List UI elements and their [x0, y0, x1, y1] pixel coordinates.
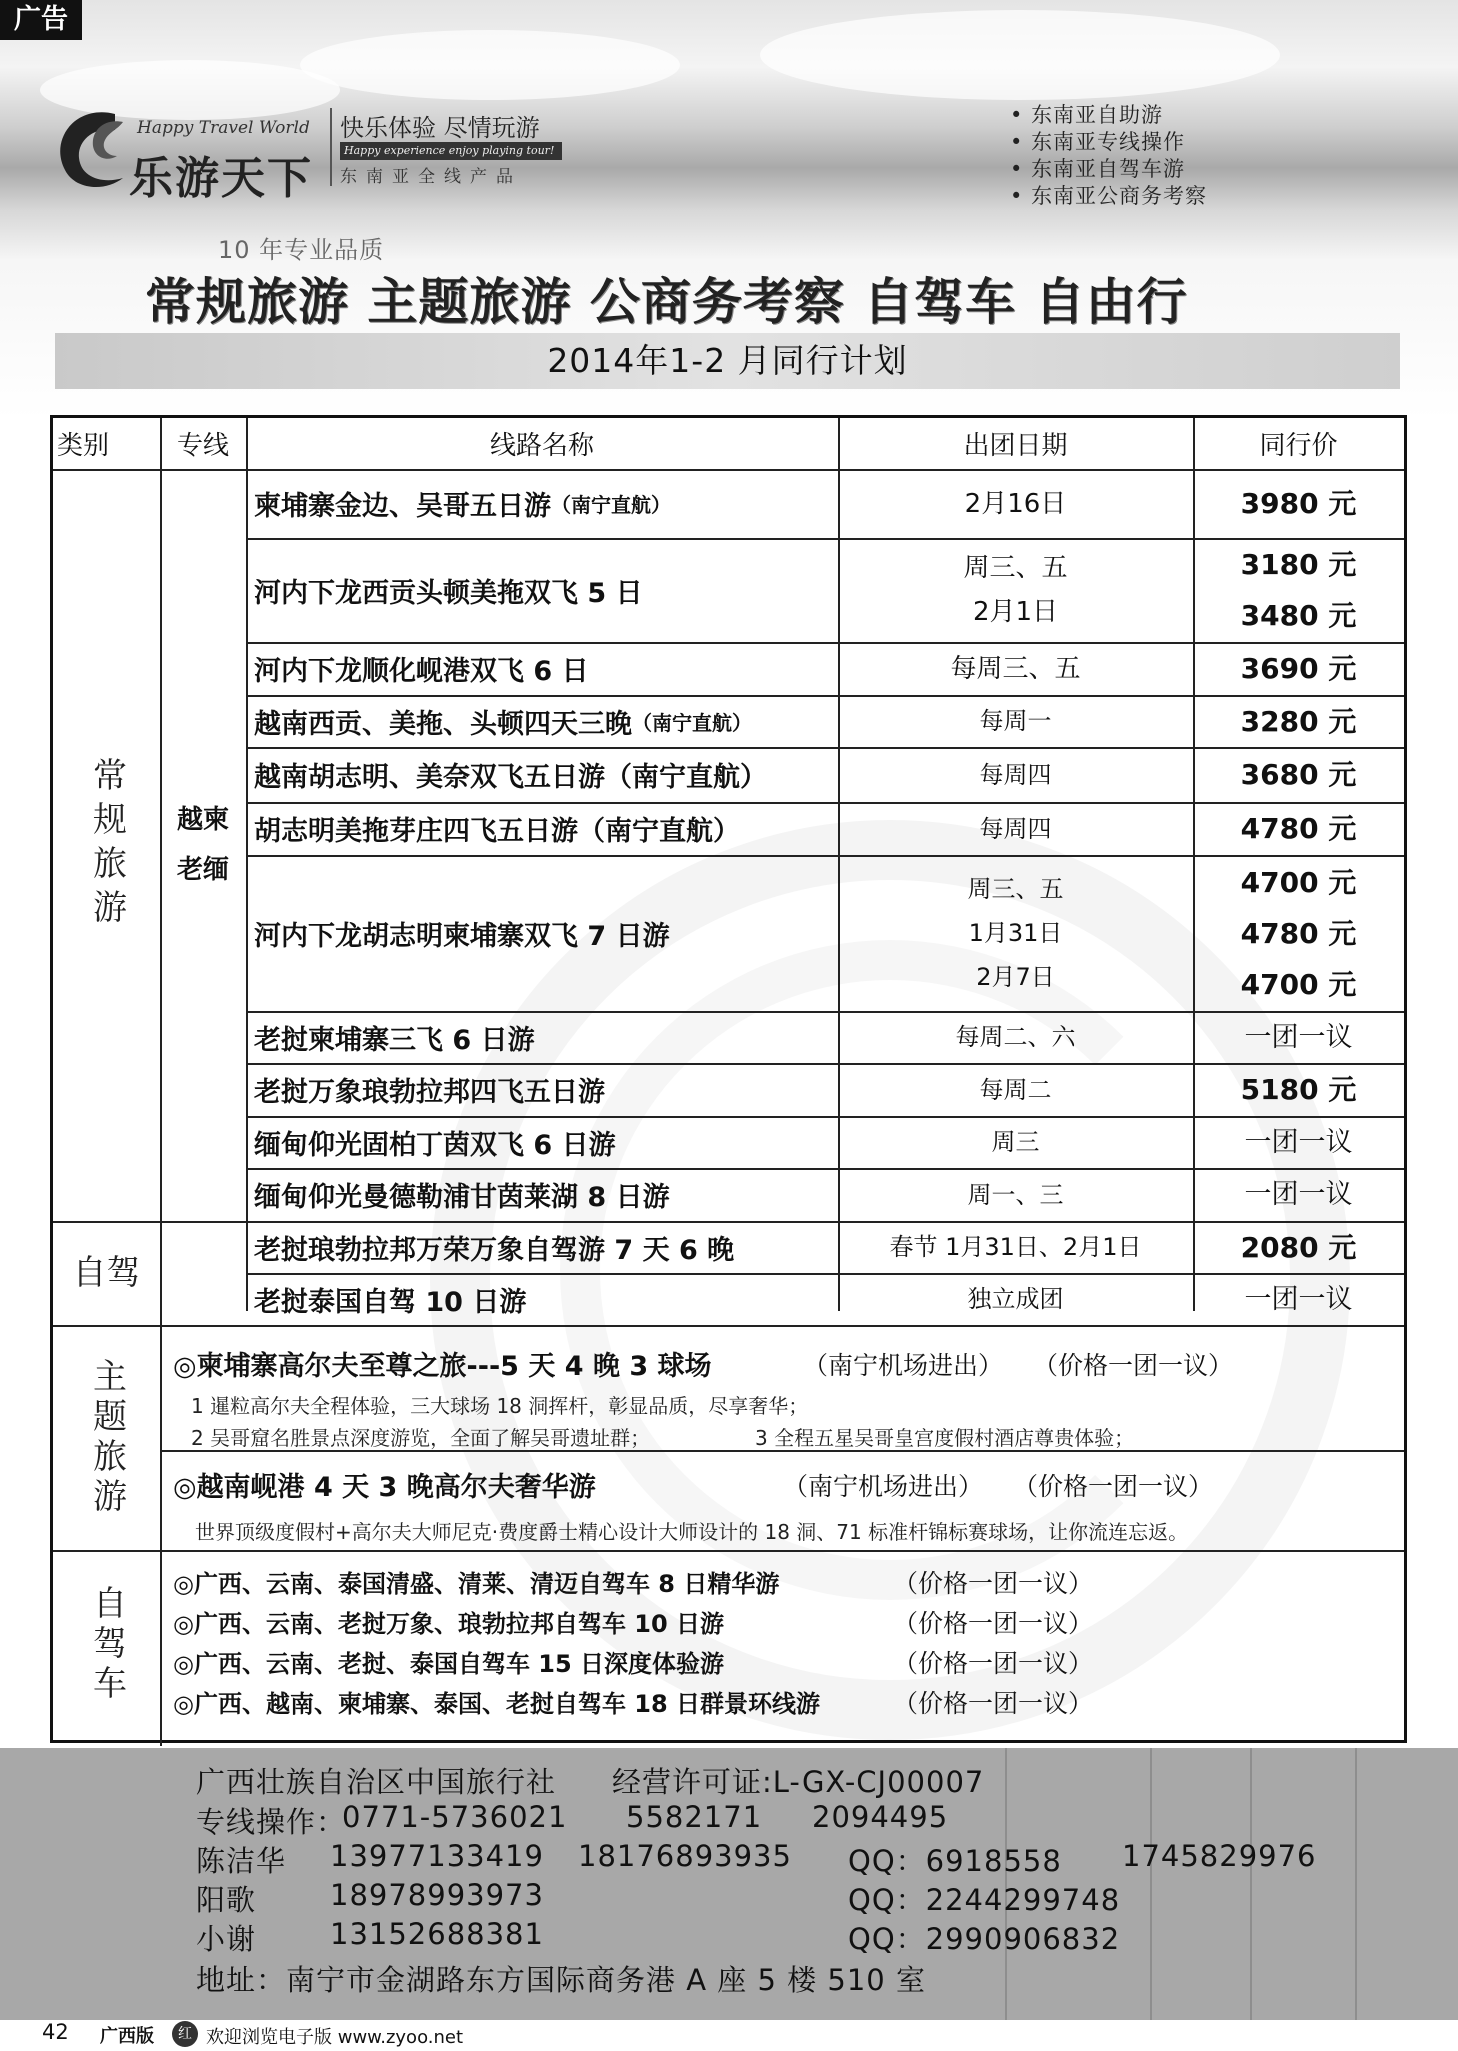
price-value: 4700 元: [1240, 865, 1357, 899]
theme-title-a: 柬埔寨: [196, 1351, 278, 1382]
price-value: 3480 元: [1240, 599, 1357, 632]
brand-logo: [45, 100, 335, 204]
contact-phone: 13977133419: [330, 1839, 544, 1873]
route-table: [50, 415, 1407, 1743]
feature-item: • 东南亚自驾车游: [1010, 156, 1207, 183]
theme-desc: 3 全程五星吴哥皇宫度假村酒店尊贵体验；: [755, 1426, 1135, 1450]
route-price: [1193, 695, 1404, 747]
selfcar-route: ◎广西、云南、老挝万象、琅勃拉邦自驾车 10 日游: [173, 1610, 725, 1638]
contact-footer: [0, 1748, 1458, 2020]
route-date: [838, 642, 1193, 695]
contact-name: 陈洁华: [196, 1844, 287, 1878]
route-date: [838, 802, 1193, 855]
route-price: [1193, 1273, 1404, 1325]
route-name: [246, 469, 838, 538]
category-theme: [53, 1325, 160, 1550]
category-label: 自驾车: [86, 1585, 127, 1705]
agency-name: 广西壮族自治区中国旅行社: [196, 1765, 557, 1799]
theme-bullet: ◎: [173, 1472, 197, 1503]
brand-slogan: 快乐体验 尽情玩游: [340, 114, 540, 142]
line-label-part: 越柬: [176, 805, 229, 835]
category-regular: [53, 469, 160, 1221]
date-value: 周三、五: [967, 875, 1064, 903]
contact-qq: QQ：6918558: [848, 1844, 1062, 1878]
header-date: 出团日期: [963, 431, 1068, 461]
route-date: [838, 695, 1193, 747]
route-title: 胡志明美拖芽庄四飞五日游（南宁直航）: [254, 816, 740, 847]
contact-phone: 13152688381: [330, 1917, 544, 1951]
selfcar-price: （价格一团一议）: [893, 1569, 1094, 1598]
route-name: [246, 1168, 838, 1221]
route-name: [246, 695, 838, 747]
route-title: 越南胡志明、美奈双飞五日游（南宁直航）: [254, 762, 767, 793]
theme-item: [173, 1344, 712, 1383]
feature-item: • 东南亚自助游: [1010, 102, 1207, 129]
cloud-shape: [300, 30, 680, 100]
feature-list: [1010, 102, 1207, 210]
price-value: 一团一议: [1244, 1283, 1353, 1315]
route-price: [1193, 538, 1404, 642]
selfcar-route: ◎广西、越南、柬埔寨、泰国、老挝自驾车 18 日群景环线游: [173, 1690, 821, 1718]
route-title: 老挝琅勃拉邦万荣万象自驾游 7 天 6 晚: [254, 1234, 735, 1266]
date-value: 2月7日: [976, 963, 1055, 991]
brand-slogan-sub: 东南亚全线产品: [340, 167, 522, 187]
selfcar-price: （价格一团一议）: [893, 1609, 1094, 1638]
route-date: [838, 1221, 1193, 1273]
brand-divider: [330, 108, 332, 186]
date-value: 周一、三: [967, 1180, 1064, 1209]
headline: 常规旅游 主题旅游 公商务考察 自驾车 自由行: [145, 273, 1188, 331]
route-name: [246, 802, 838, 855]
route-price: [1193, 1011, 1404, 1063]
price-value: 2080 元: [1240, 1230, 1357, 1264]
wave-logo-icon: [45, 100, 141, 196]
price-value: 一团一议: [1244, 1126, 1353, 1158]
brand-slogan-en: Happy experience enjoy playing tour!: [340, 142, 562, 160]
price-value: 3280 元: [1240, 704, 1357, 738]
footer-divider: [1250, 1748, 1252, 2020]
route-title: 老挝柬埔寨三飞 6 日游: [254, 1024, 535, 1056]
route-name: [246, 1063, 838, 1116]
route-title: 河内下龙顺化岘港双飞 6 日: [254, 656, 589, 687]
theme-desc: 世界顶级度假村+高尔夫大师尼克·费度爵士精心设计大师设计的 18 洞、71 标准杆锦标赛球场，让你流连忘返。: [195, 1520, 1189, 1544]
address: 地址：南宁市金湖路东方国际商务港 A 座 5 楼 510 室: [196, 1963, 926, 1997]
route-date: [838, 469, 1193, 538]
cloud-shape: [760, 10, 1280, 100]
route-price: [1193, 1116, 1404, 1168]
row-divider: [53, 1325, 1404, 1327]
route-name: [246, 1116, 838, 1168]
price-value: 一团一议: [1244, 1021, 1353, 1053]
route-date: [838, 747, 1193, 802]
category-label: 自驾: [72, 1253, 141, 1293]
route-name: [246, 642, 838, 695]
header-line: 专线: [176, 431, 229, 461]
route-price: [1193, 855, 1404, 1011]
route-date: [838, 1168, 1193, 1221]
quality-tagline: 10 年专业品质: [218, 236, 385, 264]
date-value: 周三: [991, 1128, 1040, 1156]
theme-price: （价格一团一议）: [1033, 1351, 1234, 1380]
theme-price: （价格一团一议）: [1013, 1472, 1214, 1501]
route-name: [246, 1221, 838, 1273]
feature-item: • 东南亚专线操作: [1010, 129, 1207, 156]
brand-name-cn: 乐游天下: [129, 153, 313, 204]
route-price: [1193, 469, 1404, 538]
route-date: [838, 538, 1193, 642]
header-route: 线路名称: [489, 431, 594, 461]
price-value: 3180 元: [1240, 548, 1357, 581]
theme-item: [173, 1465, 596, 1504]
date-value: 每周二: [979, 1075, 1052, 1104]
date-value: 每周四: [979, 814, 1052, 843]
category-label: 常规旅游: [86, 757, 127, 933]
route-name: [246, 1273, 838, 1325]
route-title: 柬埔寨金边、吴哥五日游: [254, 491, 551, 522]
theme-title-c: 至尊之旅---5 天 4 晚 3 球场: [358, 1351, 712, 1382]
price-value: 一团一议: [1244, 1179, 1353, 1210]
route-note: （南宁直航）: [551, 493, 671, 517]
price-value: 5180 元: [1240, 1073, 1357, 1106]
line-label-part: 老缅: [176, 855, 229, 885]
contact-qq: QQ：2244299748: [848, 1883, 1121, 1917]
red-badge-icon: 红: [172, 2021, 198, 2047]
theme-title-b: 高尔夫: [277, 1351, 359, 1382]
selfcar-route: ◎广西、云南、老挝、泰国自驾车 15 日深度体验游: [173, 1650, 725, 1678]
route-name: [246, 747, 838, 802]
route-title: 越南西贡、美拖、头顿四天三晚: [254, 708, 632, 740]
route-title: 河内下龙胡志明柬埔寨双飞 7 日游: [254, 920, 670, 952]
footer-divider: [1150, 1748, 1152, 2020]
ad-tag: 广告: [0, 0, 82, 40]
route-date: [838, 1063, 1193, 1116]
route-date: [838, 1011, 1193, 1063]
date-value: 1月31日: [968, 919, 1063, 947]
route-price: [1193, 1063, 1404, 1116]
contact-name: 小谢: [196, 1922, 257, 1956]
plan-title: 2014年1-2 月同行计划: [547, 341, 908, 380]
route-price: [1193, 1221, 1404, 1273]
route-note: （南宁直航）: [632, 710, 752, 735]
theme-title-a: 越南岘港 4 天 3 晚: [196, 1472, 434, 1503]
route-title: 缅甸仰光固柏丁茵双飞 6 日游: [254, 1129, 616, 1161]
date-value: 春节 1月31日、2月1日: [889, 1233, 1142, 1261]
feature-item: • 东南亚公商务考察: [1010, 183, 1207, 210]
date-value: 每周三、五: [950, 653, 1081, 684]
route-date: [838, 1116, 1193, 1168]
category-selfdrive: [53, 1221, 160, 1325]
theme-airport: （南宁机场进出）: [783, 1472, 984, 1501]
category-selfcar: [53, 1550, 160, 1740]
route-title: 缅甸仰光曼德勒浦甘茵莱湖 8 日游: [254, 1182, 670, 1213]
website-link[interactable]: 欢迎浏览电子版 www.zyoo.net: [206, 2027, 464, 2048]
price-value: 4780 元: [1240, 812, 1357, 845]
contact-qq: QQ：2990906832: [848, 1922, 1121, 1956]
selfcar-price: （价格一团一议）: [893, 1649, 1094, 1678]
route-date: [838, 1273, 1193, 1325]
route-price: [1193, 1168, 1404, 1221]
date-value: 每周一: [979, 707, 1052, 735]
ops-phone: 5582171: [626, 1800, 763, 1834]
brand-name-en: Happy Travel World: [137, 118, 310, 138]
theme-title-c: 奢华游: [514, 1472, 596, 1503]
magazine-edition: 广西版: [100, 2026, 154, 2047]
price-value: 4780 元: [1240, 916, 1357, 950]
header-price: 同行价: [1259, 431, 1338, 461]
route-date: [838, 855, 1193, 1011]
route-name: [246, 538, 838, 642]
contact-qq: 1745829976: [1122, 1839, 1317, 1873]
contact-phone: 18176893935: [578, 1839, 792, 1873]
date-value: 周三、五: [963, 553, 1068, 583]
price-value: 3680 元: [1240, 758, 1357, 791]
route-price: [1193, 642, 1404, 695]
price-value: 3980 元: [1240, 487, 1357, 520]
ops-phone: 2094495: [812, 1800, 949, 1834]
route-title: 老挝万象琅勃拉邦四飞五日游: [254, 1077, 605, 1108]
date-value: 每周四: [979, 760, 1052, 789]
contact-name: 阳歌: [196, 1883, 257, 1917]
license: 经营许可证:L-GX-CJ00007: [612, 1765, 985, 1799]
route-name: [246, 1011, 838, 1063]
date-value: 2月1日: [972, 597, 1059, 627]
footer-divider: [1355, 1748, 1357, 2020]
theme-desc: 1 暹粒高尔夫全程体验，三大球场 18 洞挥杆，彰显品质，尽享奢华；: [191, 1394, 809, 1418]
date-value: 独立成团: [967, 1285, 1064, 1313]
theme-desc: 2 吴哥窟名胜景点深度游览，全面了解吴哥遗址群；: [191, 1426, 651, 1450]
theme-bullet: ◎: [173, 1351, 197, 1382]
ops-phone: 0771-5736021: [342, 1800, 568, 1834]
contact-phone: 18978993973: [330, 1878, 544, 1912]
category-label: 主题旅游: [86, 1357, 127, 1518]
route-name: [246, 855, 838, 1011]
selfcar-route: ◎广西、云南、泰国清盛、清莱、清迈自驾车 8 日精华游: [173, 1570, 780, 1598]
route-title: 河内下龙西贡头顿美拖双飞 5 日: [254, 577, 643, 609]
header-category: 类别: [56, 431, 109, 461]
ops-label: 专线操作：: [196, 1805, 347, 1839]
price-value: 4700 元: [1240, 967, 1357, 1001]
line-label: [160, 469, 246, 1221]
row-divider: [53, 1550, 1404, 1552]
plan-title-bar: [55, 333, 1400, 389]
date-value: 2月16日: [964, 488, 1067, 519]
route-title: 老挝泰国自驾 10 日游: [254, 1286, 527, 1318]
theme-airport: （南宁机场进出）: [803, 1351, 1004, 1380]
theme-title-b: 高尔夫: [433, 1472, 515, 1503]
page-number: 42: [42, 2020, 69, 2044]
selfcar-price: （价格一团一议）: [893, 1689, 1094, 1718]
route-price: [1193, 802, 1404, 855]
price-value: 3690 元: [1240, 652, 1357, 685]
date-value: 每周二、六: [955, 1023, 1076, 1051]
route-price: [1193, 747, 1404, 802]
